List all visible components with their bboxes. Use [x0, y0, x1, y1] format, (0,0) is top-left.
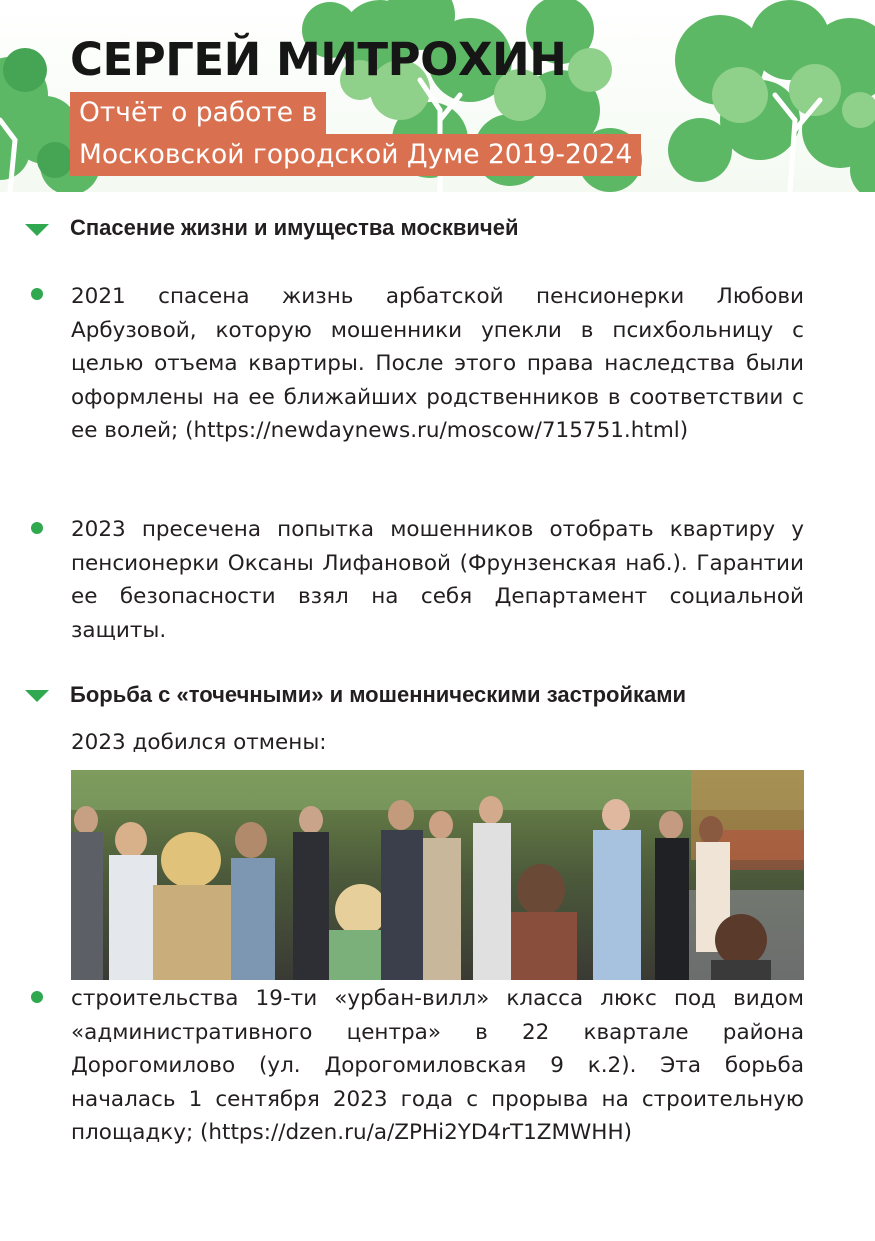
section1-item-2: 2023 пресечена попытка мошенников отобрать квартиру у пенсионерки Оксаны Лифановой (Фрунзенская наб.). Гарантии ее безопасности взял на себя Департамент социальной защиты. — [71, 517, 804, 643]
bullet-dot-icon — [31, 522, 43, 534]
section2-title: Борьба с «точечными» и мошенническими застройками — [70, 682, 687, 707]
section-triangle-icon — [25, 690, 49, 702]
report-subtitle-line1: Отчёт о работе в — [70, 92, 326, 134]
bullet-dot-icon — [31, 288, 43, 300]
section1-item-1: 2021 спасена жизнь арбатской пенсионерки Любови Арбузовой, которую мошенники упекли в психбольницу с целью отъема квартиры. После этого права наследства были оформлены на ее ближайших родственников в соответствии с ее волей; (https://newdaynews.ru/moscow/715751.html) — [71, 284, 804, 443]
bullet-dot-icon — [31, 991, 43, 1003]
section2-item-1: строительства 19-ти «урбан-вилл» класса люкс под видом «административного центра» в 22 квартале района Дорогомилово (ул. Дорогомиловская 9 к.2). Эта борьба началась 1 сентября 2023 года с прорыва на строительную площадку; (https://dzen.ru/a/ZPHi2YD4rT1ZMWHH) — [71, 986, 804, 1145]
section1-title: Спасение жизни и имущества москвичей — [70, 215, 519, 240]
header-banner — [0, 0, 875, 192]
section-triangle-icon — [25, 224, 49, 236]
group-meeting-photo — [71, 770, 804, 980]
report-subtitle-line2: Московской городской Думе 2019-2024 — [70, 134, 641, 176]
author-name: СЕРГЕЙ МИТРОХИН — [70, 33, 567, 86]
section2-intro: 2023 добился отмены: — [71, 730, 327, 755]
